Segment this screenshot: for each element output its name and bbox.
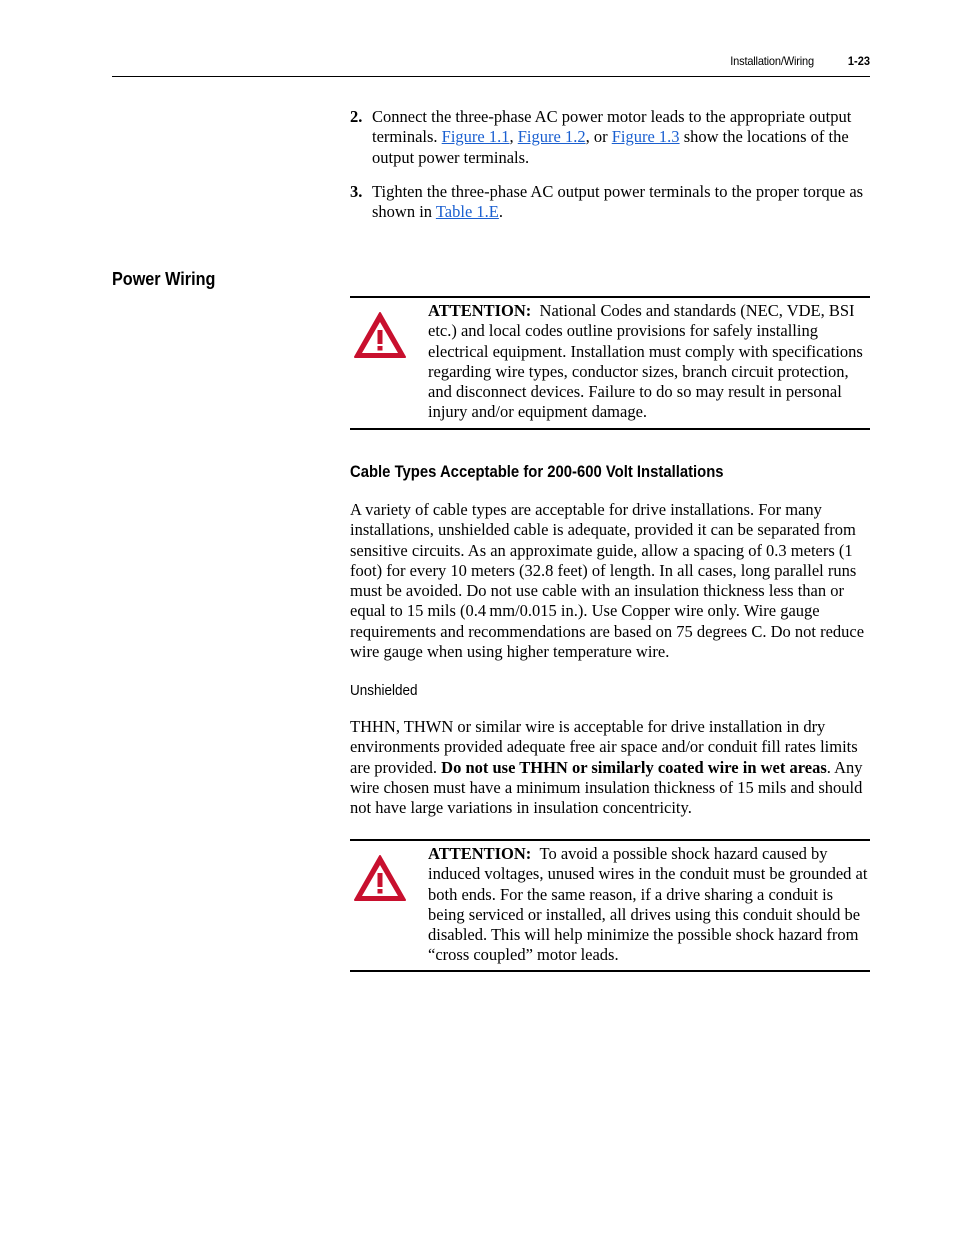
- attention-text: ATTENTION: National Codes and standards (NEC, VDE, BSI etc.) and local codes outline provisions for safely installing electrical equipment. Installation must comply with specifications regarding wire types, conductor sizes, branch circuit protection, and disconnect devices. Failure to do so may result in personal injury and/or equipment damage.: [428, 301, 863, 422]
- figure-1-1-link[interactable]: Figure 1.1: [441, 127, 510, 147]
- header-section-title: Installation/Wiring: [730, 54, 814, 68]
- step-number: 2.: [350, 107, 363, 126]
- cable-types-paragraph: A variety of cable types are acceptable for drive installations. For many installations, unshielded cable is adequate, provided it can be separated from sensitive circuits. As an approximate guide, allow a spacing of 0.3 meters (1 foot) for every 10 meters (32.8 feet) of length. In all cases, long parallel runs must be avoided. Do not use cable with an insulation thickness less than or equal to 15 mils (0.4 mm/0.015 in.). Use Copper wire only. Wire gauge requirements and recommendations are based on 75 degrees C. Do not reduce wire gauge when using higher temperature wire.: [350, 500, 865, 662]
- attention-box-2: [350, 839, 870, 972]
- warning-triangle-icon: [352, 310, 408, 360]
- attention-text: ATTENTION: To avoid a possible shock hazard caused by induced voltages, unused wires in the conduit must be grounded at both ends. For the same reason, if a drive sharing a conduit is being serviced or installed, all drives using this conduit should be disabled. This will help minimize the possible shock hazard from “cross coupled” motor leads.: [428, 844, 868, 965]
- unshielded-paragraph: THHN, THWN or similar wire is acceptable for drive installation in dry environments provided adequate free air space and/or conduit fill rates limits are provided. Do not use THHN or similarly coated wire in wet areas. Any wire chosen must have a minimum insulation thickness of 15 mils and should not have large variations in insulation concentricity.: [350, 717, 863, 818]
- subheading-unshielded: Unshielded: [350, 682, 418, 699]
- figure-1-3-link[interactable]: Figure 1.3: [611, 127, 680, 147]
- attention-box-1: [350, 296, 870, 430]
- step-text: Connect the three-phase AC power motor leads to the appropriate output terminals. Figure 1.1, Figure 1.2, or Figure 1.3 show the locations of the output power terminals.: [372, 107, 852, 167]
- warning-triangle-icon: [352, 853, 408, 903]
- page-header: [112, 52, 870, 77]
- step-2: [350, 107, 870, 168]
- step-text: Tighten the three-phase AC output power terminals to the proper torque as shown in Table 1.E.: [372, 182, 864, 222]
- page-number: 1-23: [847, 54, 870, 68]
- subheading-cable-types: Cable Types Acceptable for 200-600 Volt Installations: [350, 463, 724, 481]
- step-number: 3.: [350, 182, 363, 201]
- figure-1-2-link[interactable]: Figure 1.2: [517, 127, 586, 147]
- step-3: [350, 182, 870, 223]
- section-heading-power-wiring: Power Wiring: [112, 269, 216, 289]
- table-1-e-link[interactable]: Table 1.E: [435, 202, 499, 222]
